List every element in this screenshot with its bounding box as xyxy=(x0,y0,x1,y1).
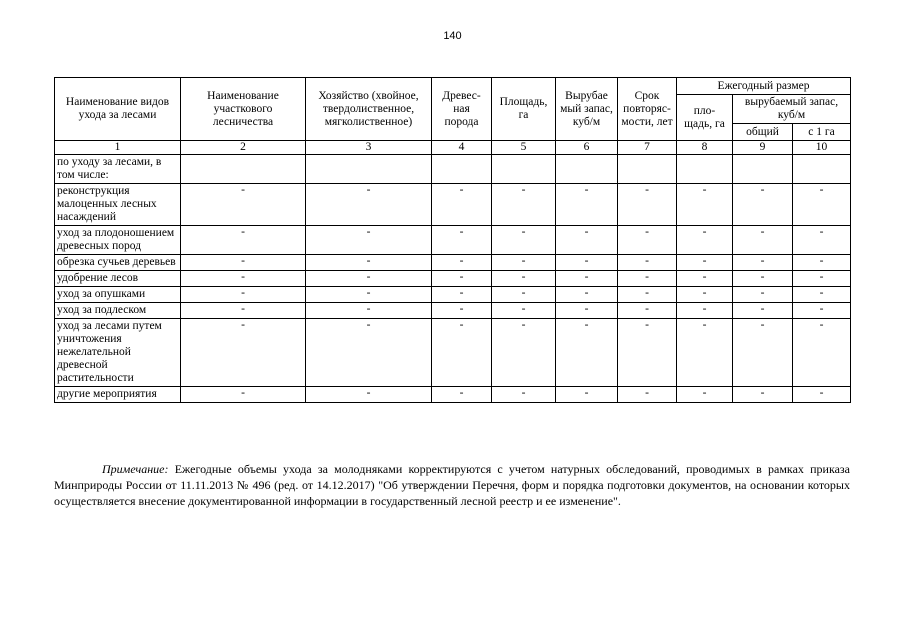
table-row xyxy=(55,155,851,184)
table-cell: - xyxy=(793,226,851,255)
table-cell: - xyxy=(733,226,793,255)
header-volume-per-ha: с 1 га xyxy=(793,124,851,141)
header-repeat-period: Срок повторяс-мости, лет xyxy=(618,78,677,141)
table-cell: - xyxy=(793,387,851,403)
header-forestry: Наименование участкового лесничества xyxy=(181,78,306,141)
table-cell: - xyxy=(556,303,618,319)
table-cell: - xyxy=(492,319,556,387)
forest-care-table xyxy=(54,77,851,403)
row-label: уход за лесами путем уничтожения нежелательной древесной растительности xyxy=(55,319,181,387)
table-cell: - xyxy=(432,387,492,403)
column-number-row xyxy=(55,141,851,155)
column-number: 10 xyxy=(793,141,851,155)
table-cell: - xyxy=(733,271,793,287)
table-cell xyxy=(677,155,733,184)
table-row xyxy=(55,303,851,319)
table-row xyxy=(55,226,851,255)
header-annual-volume: вырубаемый запас, куб/м xyxy=(733,95,851,124)
table-cell: - xyxy=(181,271,306,287)
row-label: уход за плодоношением древесных пород xyxy=(55,226,181,255)
column-number: 5 xyxy=(492,141,556,155)
table-cell: - xyxy=(306,184,432,226)
note xyxy=(54,461,850,509)
header-care-type: Наименование видов ухода за лесами xyxy=(55,78,181,141)
table-cell xyxy=(432,155,492,184)
note-label: Примечание: xyxy=(102,462,169,476)
table-cell: - xyxy=(677,319,733,387)
table-cell: - xyxy=(618,287,677,303)
table-cell: - xyxy=(492,271,556,287)
table-cell: - xyxy=(556,319,618,387)
table-cell: - xyxy=(306,271,432,287)
row-label: уход за подлеском xyxy=(55,303,181,319)
table-cell: - xyxy=(733,319,793,387)
table-cell: - xyxy=(432,271,492,287)
table-cell: - xyxy=(556,287,618,303)
header-cut-volume: Вырубае мый запас, куб/м xyxy=(556,78,618,141)
table-cell: - xyxy=(618,303,677,319)
table-cell: - xyxy=(492,255,556,271)
row-label: реконструкция малоценных лесных насаждений xyxy=(55,184,181,226)
table-cell: - xyxy=(793,287,851,303)
table-row xyxy=(55,319,851,387)
table-cell: - xyxy=(306,319,432,387)
table-cell xyxy=(181,155,306,184)
page-number: 140 xyxy=(443,30,462,42)
table-cell: - xyxy=(181,287,306,303)
table-cell xyxy=(793,155,851,184)
table-cell: - xyxy=(432,287,492,303)
table-cell: - xyxy=(181,303,306,319)
row-label: обрезка сучьев деревьев xyxy=(55,255,181,271)
table-cell: - xyxy=(677,184,733,226)
table-cell: - xyxy=(677,387,733,403)
table-cell: - xyxy=(556,387,618,403)
row-label: другие мероприятия xyxy=(55,387,181,403)
table-cell: - xyxy=(618,387,677,403)
row-label: удобрение лесов xyxy=(55,271,181,287)
table-cell: - xyxy=(677,303,733,319)
table-row xyxy=(55,255,851,271)
table-cell: - xyxy=(492,287,556,303)
table-cell: - xyxy=(618,226,677,255)
table-cell xyxy=(733,155,793,184)
table-cell: - xyxy=(556,271,618,287)
table-cell: - xyxy=(306,226,432,255)
table-cell: - xyxy=(618,271,677,287)
table-row xyxy=(55,184,851,226)
table-cell: - xyxy=(492,303,556,319)
table-cell xyxy=(618,155,677,184)
table-cell: - xyxy=(306,287,432,303)
table-cell: - xyxy=(618,255,677,271)
column-number: 2 xyxy=(181,141,306,155)
table-cell: - xyxy=(793,319,851,387)
row-label: по уходу за лесами, в том числе: xyxy=(55,155,181,184)
table-cell: - xyxy=(432,184,492,226)
table-cell: - xyxy=(306,303,432,319)
table-cell: - xyxy=(677,271,733,287)
table-cell: - xyxy=(677,255,733,271)
header-annual-size: Ежегодный размер xyxy=(677,78,851,95)
header-area: Площадь, га xyxy=(492,78,556,141)
table-cell xyxy=(306,155,432,184)
note-text: Ежегодные объемы ухода за молодняками корректируются с учетом натурных обследований, проводимых в рамках приказа Минприроды России от 11.11.2013 № 496 (ред. от 14.12.2017) "Об утверждении Перечня, форм и порядка подготовки документов, на основании которых осуществляется внесение документированной информации в государственный лесной реестр и ее изменение". xyxy=(54,462,850,508)
column-number: 1 xyxy=(55,141,181,155)
table-cell: - xyxy=(181,226,306,255)
table-cell xyxy=(492,155,556,184)
table-cell: - xyxy=(733,287,793,303)
table-cell: - xyxy=(181,255,306,271)
table-cell: - xyxy=(793,184,851,226)
column-number: 7 xyxy=(618,141,677,155)
column-number: 3 xyxy=(306,141,432,155)
table-cell xyxy=(556,155,618,184)
table-cell: - xyxy=(556,255,618,271)
table-cell: - xyxy=(492,387,556,403)
table-cell: - xyxy=(733,184,793,226)
table-cell: - xyxy=(181,387,306,403)
table-cell: - xyxy=(432,255,492,271)
column-number: 8 xyxy=(677,141,733,155)
table-cell: - xyxy=(432,319,492,387)
table-cell: - xyxy=(492,184,556,226)
table-cell: - xyxy=(793,255,851,271)
column-number: 9 xyxy=(733,141,793,155)
table-cell: - xyxy=(181,184,306,226)
column-number: 6 xyxy=(556,141,618,155)
column-number: 4 xyxy=(432,141,492,155)
table-cell: - xyxy=(306,255,432,271)
table-cell: - xyxy=(677,226,733,255)
row-label: уход за опушками xyxy=(55,287,181,303)
header-volume-total: общий xyxy=(733,124,793,141)
table-cell: - xyxy=(181,319,306,387)
table-cell: - xyxy=(793,271,851,287)
table-cell: - xyxy=(432,226,492,255)
header-economy: Хозяйство (хвойное, твердолиственное, мягколиственное) xyxy=(306,78,432,141)
table-cell: - xyxy=(793,303,851,319)
table-cell: - xyxy=(733,255,793,271)
table-cell: - xyxy=(556,184,618,226)
header-annual-area: пло-щадь, га xyxy=(677,95,733,141)
table-cell: - xyxy=(618,319,677,387)
table-cell: - xyxy=(556,226,618,255)
table-cell: - xyxy=(733,387,793,403)
table-row xyxy=(55,387,851,403)
table-cell: - xyxy=(618,184,677,226)
table-row xyxy=(55,271,851,287)
table-cell: - xyxy=(677,287,733,303)
header-tree-species: Древес-ная порода xyxy=(432,78,492,141)
table-cell: - xyxy=(432,303,492,319)
table-cell: - xyxy=(492,226,556,255)
table-cell: - xyxy=(733,303,793,319)
table-row xyxy=(55,287,851,303)
table-body xyxy=(55,141,851,403)
table-cell: - xyxy=(306,387,432,403)
